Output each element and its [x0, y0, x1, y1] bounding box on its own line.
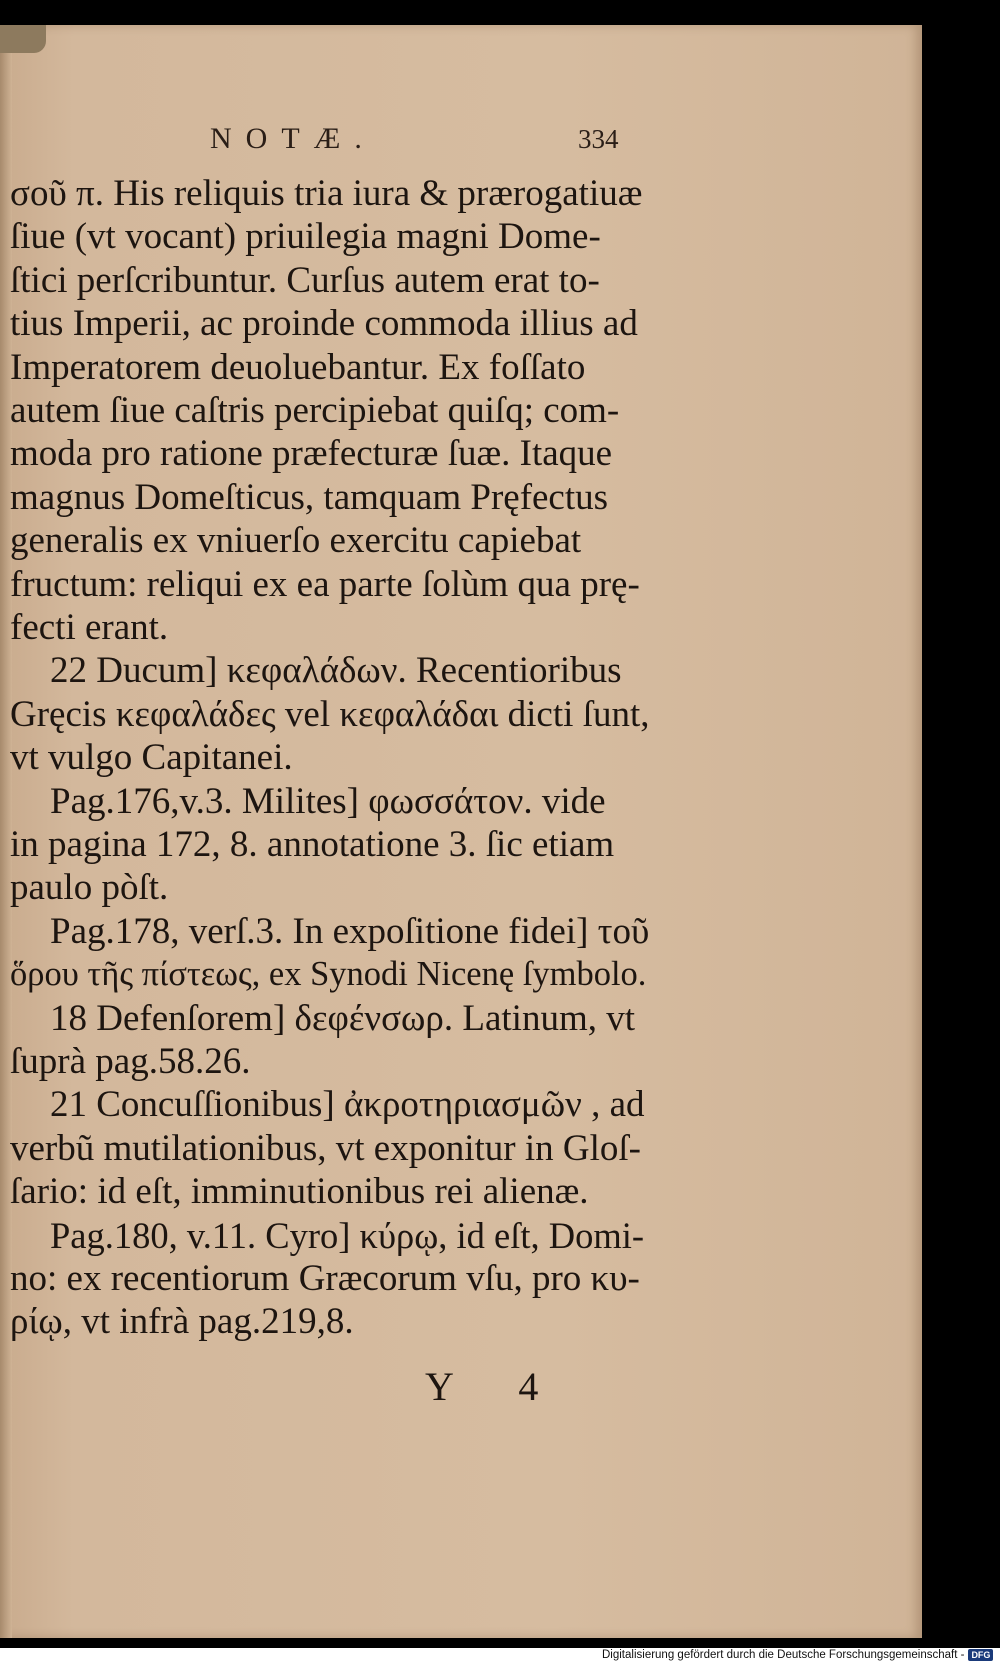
page-number: 334 — [578, 124, 619, 154]
text-line: 21 Concuſſionibus] ἀκροτηριασμῶν , ad — [50, 1084, 645, 1125]
text-line: in pagina 172, 8. annotatione 3. ſic etiam — [10, 824, 615, 865]
text-line: fructum: reliqui ex ea parte ſolùm qua prę- — [10, 564, 640, 605]
text-line: autem ſiue caſtris percipiebat quiſq; com- — [10, 390, 620, 431]
text-line: ρίῳ, vt infrà pag.219,8. — [10, 1301, 354, 1342]
text-line: moda pro ratione præfecturæ ſuæ. Itaque — [10, 433, 613, 474]
text-line: verbũ mutilationibus, vt exponitur in Gloſ- — [10, 1128, 641, 1169]
page-corner-mark — [0, 25, 46, 53]
text-line: Gręcis κεφαλάδες vel κεφαλάδαι dicti ſunt, — [10, 694, 650, 735]
text-line: magnus Domeſticus, tamquam Pręfectus — [10, 477, 609, 518]
text-line: Pag.178, verſ.3. In expoſitione fidei] τοῦ — [50, 911, 650, 952]
text-line: vt vulgo Capitanei. — [10, 737, 293, 778]
text-line: ὅρου τῆς πίστεως, ex Synodi Nicenę ſymbolo. — [10, 955, 647, 993]
text-line: generalis ex vniuerſo exercitu capiebat — [10, 520, 582, 561]
text-line: 18 Defenſorem] δεφένσωρ. Latinum, vt — [50, 998, 636, 1039]
text-line: tius Imperii, ac proinde commoda illius ad — [10, 303, 638, 344]
footer-credit-text: Digitalisierung gefördert durch die Deutsche Forschungsgemeinschaft - — [602, 1649, 965, 1661]
footer-credit — [602, 1649, 993, 1661]
text-line: ſario: id eſt, imminutionibus rei alienæ. — [10, 1171, 589, 1212]
dfg-logo-icon: DFG — [968, 1649, 993, 1661]
running-head: NOTÆ. — [210, 122, 376, 155]
text-line: paulo pòſt. — [10, 867, 169, 908]
text-line: σοῦ π. His reliquis tria iura & prærogatiuæ — [10, 173, 643, 214]
text-line: fecti erant. — [10, 607, 169, 648]
text-line: 22 Ducum] κεφαλάδων. Recentioribus — [50, 650, 622, 691]
text-line: ſtici perſcribuntur. Curſus autem erat to- — [10, 260, 600, 301]
text-line: Pag.180, v.11. Cyro] κύρῳ, id eſt, Domi- — [50, 1215, 645, 1256]
signature-mark: Y 4 — [425, 1364, 567, 1409]
text-line: Imperatorem deuoluebantur. Ex foſſato — [10, 347, 586, 388]
text-line: no: ex recentiorum Græcorum vſu, pro κυ- — [10, 1258, 640, 1299]
text-line: ſiue (vt vocant) priuilegia magni Dome- — [10, 216, 601, 257]
text-line: Pag.176,v.3. Milites] φωσσάτον. vide — [50, 781, 606, 822]
text-line: ſuprà pag.58.26. — [10, 1041, 251, 1082]
